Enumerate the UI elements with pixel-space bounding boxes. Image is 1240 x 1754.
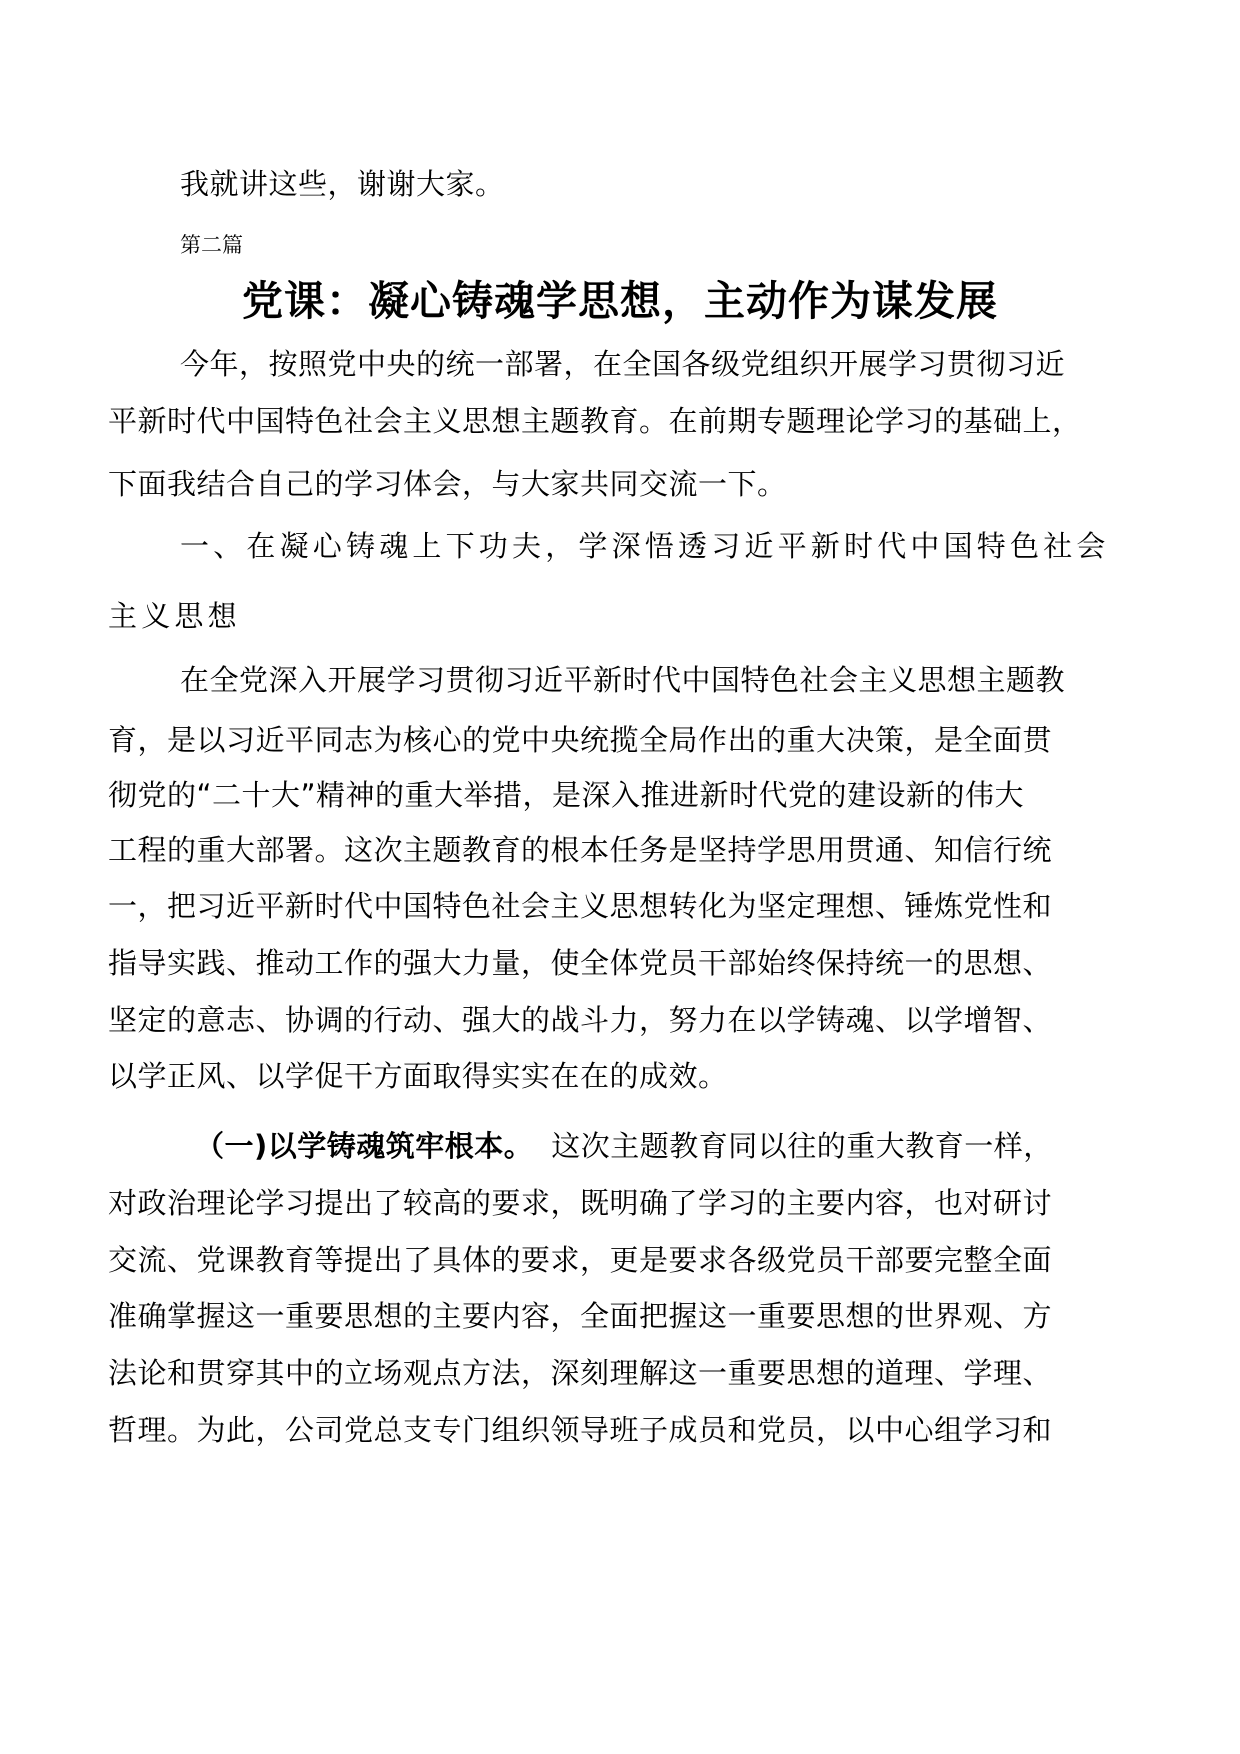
intro-line-2: 平新时代中国特色社会主义思想主题教育。在前期专题理论学习的基础上， — [108, 404, 1082, 438]
subsection-first-line-text: 这次主题教育同以往的重大教育一样， — [551, 1129, 1053, 1163]
closing-line: 我就讲这些，谢谢大家。 — [180, 167, 505, 201]
section-label: 第二篇 — [180, 233, 243, 257]
subsection-first-line — [195, 1126, 1053, 1166]
paragraph-one-line-6: 指导实践、推动工作的强大力量，使全体党员干部始终保持统一的思想、 — [108, 946, 1053, 980]
paragraph-one-line-5: 一，把习近平新时代中国特色社会主义思想转化为坚定理想、锤炼党性和 — [108, 889, 1053, 923]
paragraph-one-line-7: 坚定的意志、协调的行动、强大的战斗力，努力在以学铸魂、以学增智、 — [108, 1003, 1053, 1037]
paragraph-one-line-8: 以学正风、以学促干方面取得实实在在的成效。 — [108, 1059, 728, 1093]
intro-line-3: 下面我结合自己的学习体会，与大家共同交流一下。 — [108, 467, 787, 501]
subsection-line-6: 哲理。为此，公司党总支专门组织领导班子成员和党员，以中心组学习和 — [108, 1413, 1053, 1447]
paragraph-one-line-3: 彻党的“二十大”精神的重大举措，是深入推进新时代党的建设新的伟大 — [108, 778, 1025, 812]
subsection-line-4: 准确掌握这一重要思想的主要内容，全面把握这一重要思想的世界观、方 — [108, 1299, 1053, 1333]
intro-line-1: 今年，按照党中央的统一部署，在全国各级党组织开展学习贯彻习近 — [180, 347, 1066, 381]
heading-one-line-2: 主义思想 — [108, 599, 241, 633]
paragraph-one-line-1: 在全党深入开展学习贯彻习近平新时代中国特色社会主义思想主题教 — [180, 663, 1066, 697]
subsection-line-3: 交流、党课教育等提出了具体的要求，更是要求各级党员干部要完整全面 — [108, 1243, 1053, 1277]
heading-one-line-1: 一、在凝心铸魂上下功夫，学深悟透习近平新时代中国特色社会 — [180, 529, 1110, 563]
paragraph-one-line-4: 工程的重大部署。这次主题教育的根本任务是坚持学思用贯通、知信行统 — [108, 833, 1053, 867]
subsection-heading: （一)以学铸魂筑牢根本。 — [195, 1129, 534, 1163]
document-title: 党课：凝心铸魂学思想，主动作为谋发展 — [242, 277, 998, 325]
paragraph-one-line-2: 育，是以习近平同志为核心的党中央统揽全局作出的重大决策，是全面贯 — [108, 723, 1053, 757]
subsection-line-2: 对政治理论学习提出了较高的要求，既明确了学习的主要内容，也对研讨 — [108, 1186, 1053, 1220]
subsection-line-5: 法论和贯穿其中的立场观点方法，深刻理解这一重要思想的道理、学理、 — [108, 1356, 1053, 1390]
